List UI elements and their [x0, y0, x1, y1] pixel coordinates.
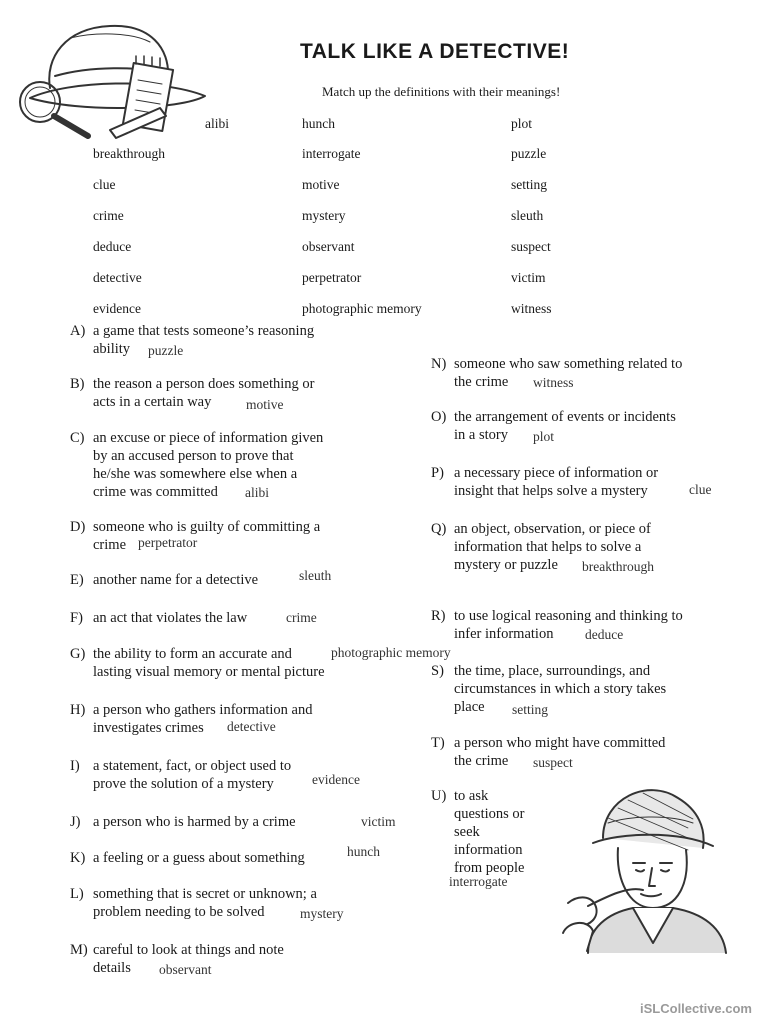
definition-text	[93, 813, 296, 831]
definition-line: details	[93, 960, 131, 976]
detective-character-illustration	[548, 768, 738, 958]
definition-line: ability	[93, 341, 131, 357]
definition-text	[454, 787, 524, 877]
word-bank-item: victim	[511, 270, 546, 285]
definition-line: prove the solution of a mystery	[93, 776, 274, 792]
definition-line: information	[454, 842, 523, 858]
answer-text: detective	[227, 719, 276, 734]
definition-line: information that helps to solve a	[454, 539, 642, 555]
definition-text	[454, 464, 658, 500]
definition-line: infer information	[454, 626, 554, 642]
definition-line: a feeling or a guess about something	[93, 850, 305, 866]
definition-line: mystery or puzzle	[454, 557, 558, 573]
definition-text	[93, 609, 247, 627]
definition-text	[93, 885, 317, 921]
detective-hat-illustration	[10, 18, 210, 148]
word-bank-item: breakthrough	[93, 146, 165, 161]
word-bank-item: detective	[93, 270, 142, 285]
answer-text: mystery	[300, 906, 344, 921]
definition-line: the reason a person does something or	[93, 376, 315, 392]
definition-line: in a story	[454, 427, 508, 443]
answer-text: evidence	[312, 772, 360, 787]
definition-letter: G)	[70, 646, 86, 662]
definition-line: to ask	[454, 788, 489, 804]
definition-line: by an accused person to prove that	[93, 448, 294, 464]
definition-letter: K)	[70, 850, 86, 866]
definition-line: the ability to form an accurate and	[93, 646, 292, 662]
word-bank-item: sleuth	[511, 208, 544, 223]
word-bank-item: observant	[302, 239, 355, 254]
definition-letter: F)	[70, 610, 83, 626]
word-bank-item: hunch	[302, 116, 335, 131]
definition-letter: T)	[431, 735, 445, 751]
definition-letter: D)	[70, 519, 86, 535]
definition-line: questions or	[454, 806, 525, 822]
word-bank-item: puzzle	[511, 146, 547, 161]
answer-text: crime	[286, 610, 317, 625]
answer-text: alibi	[245, 485, 269, 500]
word-bank-item: plot	[511, 116, 533, 131]
definition-line: acts in a certain way	[93, 394, 212, 410]
definition-line: someone who is guilty of committing a	[93, 519, 321, 535]
footer-watermark: iSLCollective.com	[640, 1001, 752, 1016]
definition-text	[93, 645, 325, 681]
word-bank-item: clue	[93, 177, 116, 192]
definition-text	[454, 408, 676, 444]
definition-text	[93, 757, 291, 793]
answer-text: deduce	[585, 627, 624, 642]
definition-text	[454, 662, 666, 716]
definition-line: investigates crimes	[93, 720, 204, 736]
answer-text: plot	[533, 429, 555, 444]
definition-letter: U)	[431, 788, 447, 804]
word-bank-item: interrogate	[302, 146, 361, 161]
page-title: TALK LIKE A DETECTIVE!	[300, 40, 570, 63]
definition-letter: C)	[70, 430, 85, 446]
definition-line: place	[454, 699, 485, 715]
definition-line: an object, observation, or piece of	[454, 521, 651, 537]
definition-line: a person who gathers information and	[93, 702, 313, 718]
word-bank-item: mystery	[302, 208, 346, 223]
definition-text	[454, 607, 683, 643]
definition-text	[93, 571, 258, 589]
answer-text: motive	[246, 397, 284, 412]
definition-line: a person who might have committed	[454, 735, 666, 751]
definition-line: seek	[454, 824, 480, 840]
answer-text: victim	[361, 814, 396, 829]
definition-line: lasting visual memory or mental picture	[93, 664, 325, 680]
definition-line: careful to look at things and note	[93, 942, 284, 958]
definition-line: the crime	[454, 753, 509, 769]
definition-letter: Q)	[431, 521, 447, 537]
answer-text: perpetrator	[138, 535, 198, 550]
definition-letter: I)	[70, 758, 80, 774]
definition-line: crime	[93, 537, 127, 553]
definition-text	[93, 518, 320, 554]
answer-text: suspect	[533, 755, 573, 770]
definition-letter: E)	[70, 572, 84, 588]
word-bank-item: motive	[302, 177, 340, 192]
word-bank-item: deduce	[93, 239, 132, 254]
word-bank-item: evidence	[93, 301, 141, 316]
definition-letter: N)	[431, 356, 447, 372]
definition-line: an act that violates the law	[93, 610, 248, 626]
answer-text: breakthrough	[582, 559, 654, 574]
definition-letter: L)	[70, 886, 84, 902]
definition-line: someone who saw something related to	[454, 356, 683, 372]
answer-text: witness	[533, 375, 574, 390]
definition-line: the time, place, surroundings, and	[454, 663, 651, 679]
definition-line: the crime	[454, 374, 509, 390]
definition-line: a game that tests someone’s reasoning	[93, 323, 315, 339]
definition-line: a necessary piece of information or	[454, 465, 659, 481]
definition-letter: A)	[70, 323, 86, 339]
definition-text	[93, 701, 312, 737]
definition-line: an excuse or piece of information given	[93, 430, 324, 446]
word-bank-item: setting	[511, 177, 547, 192]
definition-line: insight that helps solve a mystery	[454, 483, 648, 499]
word-bank-item: crime	[93, 208, 124, 223]
definition-line: a statement, fact, or object used to	[93, 758, 292, 774]
instructions: Match up the definitions with their meanings!	[322, 84, 561, 99]
word-bank-item: perpetrator	[302, 270, 362, 285]
definition-line: a person who is harmed by a crime	[93, 814, 296, 830]
definition-letter: R)	[431, 608, 446, 624]
answer-text: clue	[689, 482, 712, 497]
answer-text: photographic memory	[331, 645, 451, 660]
definition-text	[93, 322, 314, 358]
definition-letter: O)	[431, 409, 447, 425]
definition-line: another name for a detective	[93, 572, 259, 588]
definition-letter: J)	[70, 814, 81, 830]
word-bank-item: suspect	[511, 239, 551, 254]
definition-letter: P)	[431, 465, 444, 481]
word-bank-item: photographic memory	[302, 301, 422, 316]
definition-line: he/she was somewhere else when a	[93, 466, 298, 482]
definition-letter: H)	[70, 702, 86, 718]
definition-letter: B)	[70, 376, 85, 392]
definition-letter: S)	[431, 663, 444, 679]
definition-line: something that is secret or unknown; a	[93, 886, 317, 902]
definition-line: problem needing to be solved	[93, 904, 265, 920]
definition-text	[93, 429, 323, 501]
word-bank-item: witness	[511, 301, 552, 316]
answer-text: puzzle	[148, 343, 184, 358]
definition-line: crime was committed	[93, 484, 218, 500]
answer-text: setting	[512, 702, 548, 717]
answer-text: interrogate	[449, 874, 508, 889]
answer-text: observant	[159, 962, 212, 977]
definition-line: the arrangement of events or incidents	[454, 409, 676, 425]
definition-text	[93, 849, 305, 867]
definition-line: to use logical reasoning and thinking to	[454, 608, 683, 624]
definition-letter: M)	[70, 942, 88, 958]
word-bank-item: alibi	[205, 116, 229, 131]
answer-text: hunch	[347, 844, 380, 859]
definition-line: circumstances in which a story takes	[454, 681, 667, 697]
answer-text: sleuth	[299, 568, 332, 583]
definition-line: from people	[454, 860, 525, 876]
